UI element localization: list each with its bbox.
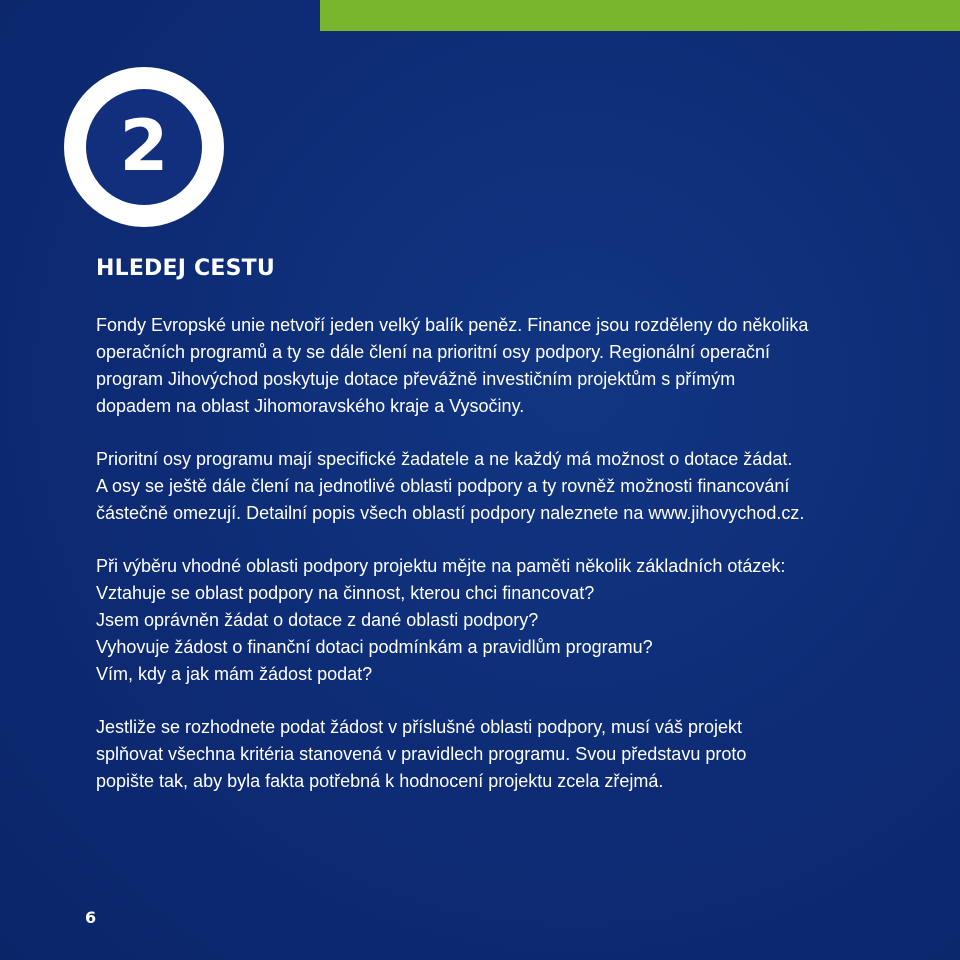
text-line: splňovat všechna kritéria stanovená v pravidlech programu. Svou představu proto [96,744,747,764]
question-line: Vyhovuje žádost o finanční dotaci podmínkám a pravidlům programu? [96,637,653,657]
body-text [96,312,896,821]
question-line: Vím, kdy a jak mám žádost podat? [96,664,373,684]
text-line: program Jihovýchod poskytuje dotace převážně investičním projektům s přímým [96,369,736,389]
text-line: Jestliže se rozhodnete podat žádost v příslušné oblasti podpory, musí váš projekt [96,717,743,737]
question-line: Vztahuje se oblast podpory na činnost, kterou chci financovat? [96,583,595,603]
text-line: částečně omezují. Detailní popis všech oblastí podpory naleznete na www.jihovychod.cz. [96,503,805,523]
accent-bar [320,0,960,31]
text-line: dopadem na oblast Jihomoravského kraje a Vysočiny. [96,396,525,416]
badge-inner-circle [86,89,202,205]
text-line: Při výběru vhodné oblasti podpory projektu mějte na paměti několik základních otázek: [96,556,786,576]
page-title: HLEDEJ CESTU [96,256,275,281]
paragraph-questions [96,553,896,688]
paragraph-criteria [96,714,896,795]
page-number: 6 [85,908,97,927]
paragraph-priority-axes [96,446,896,527]
text-line: popište tak, aby byla fakta potřebná k hodnocení projektu zcela zřejmá. [96,771,664,791]
section-number: 2 [119,105,169,187]
text-line: operačních programů a ty se dále člení na prioritní osy podpory. Regionální operační [96,342,771,362]
paragraph-intro [96,312,896,420]
text-line: A osy se ještě dále člení na jednotlivé oblasti podpory a ty rovněž možnosti financování [96,476,790,496]
text-line: Fondy Evropské unie netvoří jeden velký balík peněz. Finance jsou rozděleny do několika [96,315,809,335]
text-line: Prioritní osy programu mají specifické žadatele a ne každý má možnost o dotace žádat. [96,449,793,469]
question-line: Jsem oprávněn žádat o dotace z dané oblasti podpory? [96,610,539,630]
section-number-badge [64,67,224,227]
